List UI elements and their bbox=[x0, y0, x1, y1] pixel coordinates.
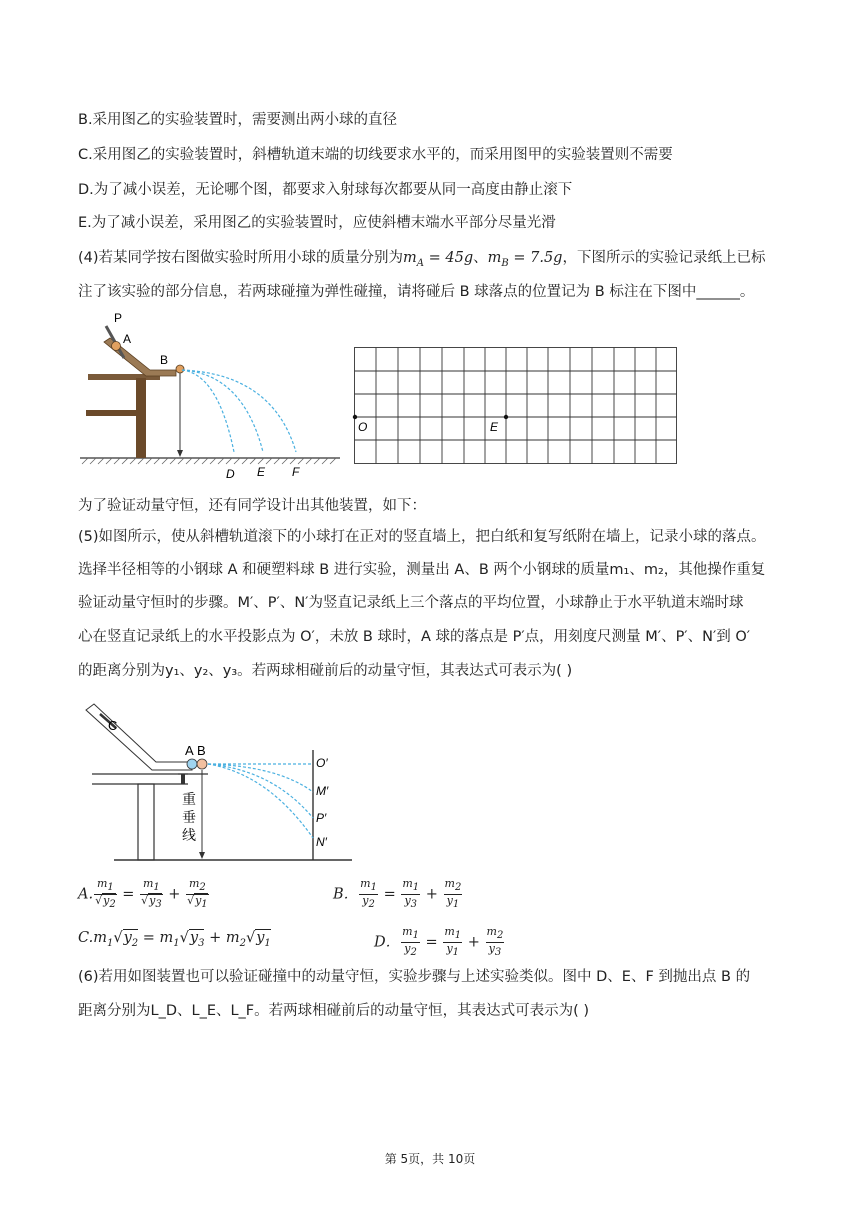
answer-option-d[interactable]: D． $\frac{m_1}{y_2}$ = $\frac{m_1}{y_1}$ + $\frac{m_2}{y_3}$ bbox=[374, 925, 504, 959]
fig2-label-b: B bbox=[197, 743, 206, 758]
question-5-line-1: (5)如图所示，使从斜槽轨道滚下的小球打在正对的竖直墙上，把白纸和复写纸附在墙上，记录小球的落点。 bbox=[78, 529, 766, 545]
question-6-line-2: 距离分别为L_D、L_E、L_F。若两球相碰前后的动量守恒，其表达式可表示为( ) bbox=[78, 1003, 590, 1019]
fig1-label-p: P bbox=[114, 312, 123, 325]
fig2-label-xian: 线 bbox=[182, 827, 196, 843]
grid-label-o: O bbox=[358, 420, 368, 434]
option-d-line: D.为了减小误差，无论哪个图，都要求入射球每次都要从同一高度由静止滚下 bbox=[78, 182, 573, 198]
question-6-line-1: (6)若用如图装置也可以验证碰撞中的动量守恒，实验步骤与上述实验类似。图中 D、E、F 到抛出点 B 的 bbox=[78, 969, 751, 985]
page-footer: 第 5页，共 10页 bbox=[384, 1152, 476, 1166]
fig2-label-p-prime: P′ bbox=[316, 811, 327, 825]
fig2-label-o-prime: O′ bbox=[316, 756, 328, 770]
fig2-label-m-prime: M′ bbox=[316, 784, 329, 798]
fig2-label-a: A bbox=[185, 743, 194, 758]
answer-option-a[interactable]: A. $\frac{m_1}{√y_2}$ = $\frac{m_1}{√y_3}$ + $\frac{m_2}{√y_1}$ bbox=[78, 877, 208, 911]
record-paper-grid bbox=[352, 345, 682, 467]
fig1-label-f: F bbox=[292, 465, 300, 479]
question-5-line-3: 验证动量守恒时的步骤。M′、P′、N′为竖直记录纸上三个落点的平均位置，小球静止于水平轨道末端时球 bbox=[78, 595, 744, 611]
fig2-label-chui: 垂 bbox=[182, 809, 196, 825]
fig1-label-b: B bbox=[160, 353, 169, 367]
fig1-label-e: E bbox=[257, 465, 266, 479]
answer-option-b[interactable]: B． $\frac{m_1}{y_2}$ = $\frac{m_1}{y_3}$ + $\frac{m_2}{y_1}$ bbox=[333, 877, 462, 911]
fig2-label-zhong: 重 bbox=[182, 791, 196, 807]
apparatus-figure-2 bbox=[78, 700, 360, 864]
fig2-label-c: C bbox=[108, 718, 118, 733]
answer-option-c[interactable]: $C.m_1√y_2 = m_1√y_3 + m_2√y_1$ bbox=[78, 930, 271, 949]
apparatus-figure-1 bbox=[78, 312, 343, 484]
grid-label-e: E bbox=[490, 420, 499, 434]
other-devices-line: 为了验证动量守恒，还有同学设计出其他装置，如下： bbox=[78, 498, 426, 514]
question-4-line-2: 注了该实验的部分信息，若两球碰撞为弹性碰撞，请将碰后 B 球落点的位置记为 B 标注在下图中______。 bbox=[78, 284, 755, 300]
fig2-label-n-prime: N′ bbox=[316, 835, 327, 849]
question-5-line-4: 心在竖直记录纸上的水平投影点为 O′，未放 B 球时，A 球的落点是 P′点，用刻度尺测量 M′、P′、N′到 O′ bbox=[78, 629, 751, 645]
option-c-line: C.采用图乙的实验装置时，斜槽轨道末端的切线要求水平的，而采用图甲的实验装置则不需要 bbox=[78, 147, 673, 163]
fig1-label-a: A bbox=[123, 332, 132, 346]
option-b-line: B.采用图乙的实验装置时，需要测出两小球的直径 bbox=[78, 112, 398, 128]
fig1-label-d: D bbox=[226, 467, 235, 481]
option-e-line: E.为了减小误差，采用图乙的实验装置时，应使斜槽末端水平部分尽量光滑 bbox=[78, 215, 556, 231]
question-5-line-2: 选择半径相等的小钢球 A 和硬塑料球 B 进行实验，测量出 A、B 两个小钢球的质量m₁、m₂，其他操作重复 bbox=[78, 562, 766, 578]
question-4-line-1: (4)若某同学按右图做实验时所用小球的质量分别为$m_A = 45g$、$m_B = 7.5g$，下图所示的实验记录纸上已标 bbox=[78, 250, 766, 269]
question-5-line-5: 的距离分别为y₁、y₂、y₃。若两球相碰前后的动量守恒，其表达式可表示为( ) bbox=[78, 663, 573, 679]
